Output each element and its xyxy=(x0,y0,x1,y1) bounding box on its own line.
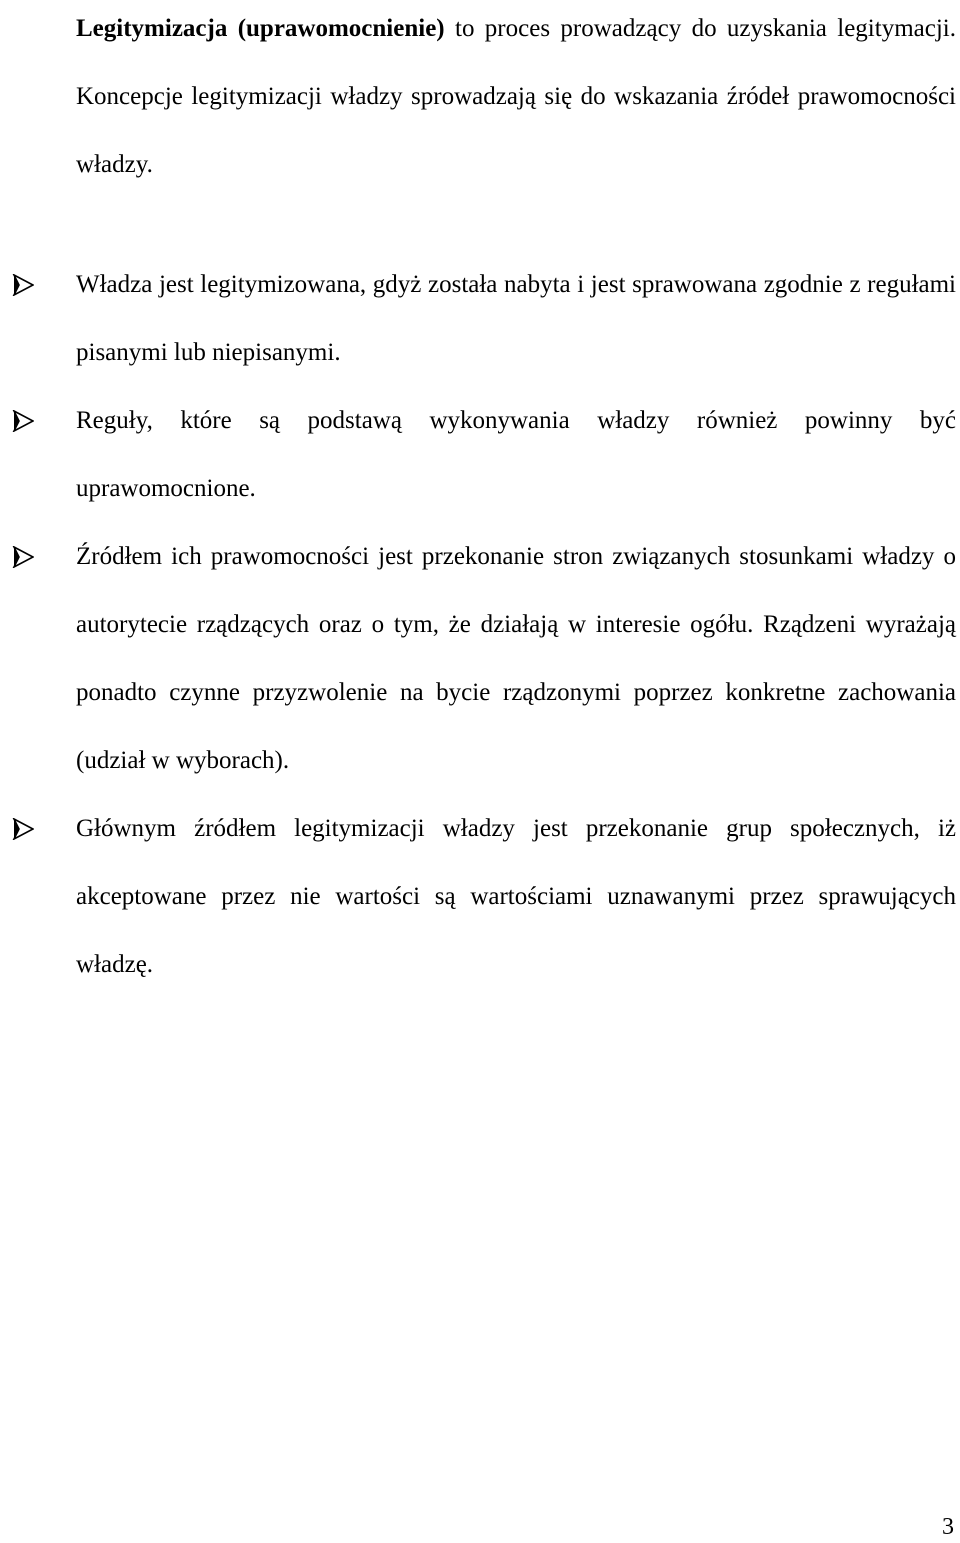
bullet-text: Źródłem ich prawomocności jest przekonanie stron związanych stosunkami władzy o autorytecie rządzących oraz o tym, że działają w interesie ogółu. Rządzeni wyrażają ponadto czynne przyzwolenie na bycie rządzonymi poprzez konkretne zachowania (udział w wyborach). xyxy=(76,543,956,774)
list-item xyxy=(76,523,956,795)
intro-term: Legitymizacja (uprawomocnienie) xyxy=(76,15,445,42)
intro-text: to proces prowadzący do uzyskania legitymacji. Koncepcje legitymizacji władzy sprowadzają się do wskazania źródeł prawomocności władzy. xyxy=(76,15,956,178)
page-number: 3 xyxy=(942,1514,954,1540)
arrowhead-bullet-icon xyxy=(12,818,34,840)
intro-paragraph xyxy=(76,0,956,199)
list-item xyxy=(76,795,956,999)
bullet-list xyxy=(0,251,960,999)
arrowhead-bullet-icon xyxy=(12,274,34,296)
list-item xyxy=(76,387,956,523)
arrowhead-bullet-icon xyxy=(12,546,34,568)
list-item xyxy=(76,251,956,387)
bullet-text: Władza jest legitymizowana, gdyż została nabyta i jest sprawowana zgodnie z regułami pisanymi lub niepisanymi. xyxy=(76,271,956,366)
bullet-text: Głównym źródłem legitymizacji władzy jest przekonanie grup społecznych, iż akceptowane przez nie wartości są wartościami uznawanymi przez sprawujących władzę. xyxy=(76,815,956,978)
bullet-text: Reguły, które są podstawą wykonywania władzy również powinny być uprawomocnione. xyxy=(76,407,956,502)
arrowhead-bullet-icon xyxy=(12,410,34,432)
